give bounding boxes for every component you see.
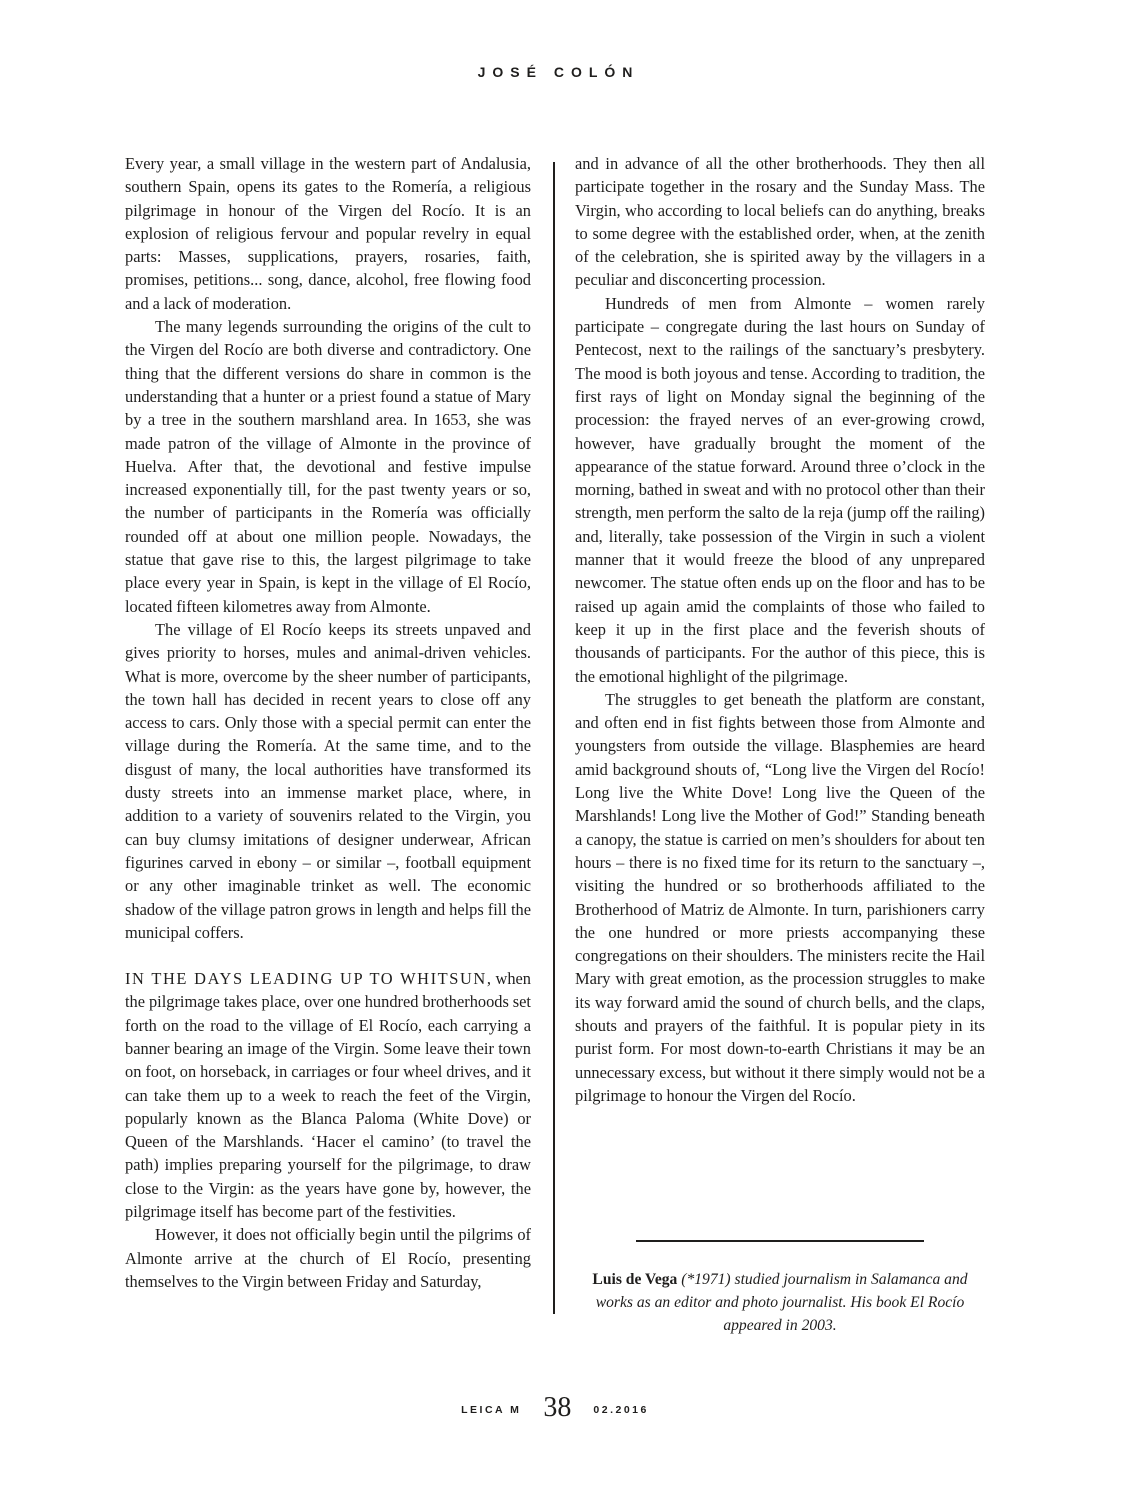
paragraph: However, it does not officially begin until the pilgrims of Almonte arrive at the church of El Rocío, presenting themselves to the Virgin between Friday and Saturday, (125, 1225, 531, 1291)
paragraph: Every year, a small village in the western part of Andalusia, southern Spain, opens its gates to the Romería, a religious pilgrimage in honour of the Virgen del Rocío. It is an explosion of religious fervour and popular revelry in equal parts: Masses, supplications, prayers, rosaries, faith, promises, petitions... song, dance, alcohol, free flowing food and a lack of moderation. (125, 154, 531, 313)
paragraph-text: , when the pilgrimage takes place, over one hundred brotherhoods set forth on the road to the village of El Rocío, each carrying a banner bearing an image of the Virgin. Some leave their town on foot, on horseback, in carriages or four wheel drives, and it can take them up to a week to reach the feet of the Virgin, popularly known as the Blanca Paloma (White Dove) or Queen of the Marshlands. ‘Hacer el camino’ (to travel the path) implies preparing yourself for the pilgrimage, to draw close to the Virgin: as the years have gone by, however, the pilgrimage itself has become part of the festivities. (125, 969, 532, 1222)
paragraph: The many legends surrounding the origins of the cult to the Virgen del Rocío are both diverse and contradictory. One thing that the different versions do share in common is the understanding that a hunter or a priest found a statue of Mary by a tree in the southern marshland area. In 1653, she was made patron of the village of Almonte in the province of Huelva. After that, the devotional and festive impulse increased exponentially till, for the past twenty years or so, the number of participants in the Romería was officially rounded off at about one million people. Nowadays, the statue that gave rise to this, the largest pilgrimage to take place every year in Spain, is kept in the village of El Rocío, located fifteen kilometres away from Almonte. (125, 317, 531, 616)
bio-rule (636, 1240, 924, 1242)
paragraph-section-start (125, 967, 531, 1223)
bio-description: (*1971) studied journalism in Salamanca and works as an editor and photo journalist. His book El Rocío appeared in 2003. (595, 1271, 968, 1334)
issue-date: 02.2016 (593, 1404, 649, 1416)
paragraph: Hundreds of men from Almonte – women rarely participate – congregate during the last hours on Sunday of Pentecost, next to the railings of the sanctuary’s presbytery. The mood is both joyous and tense. According to tradition, the first rays of light on Monday signal the beginning of the procession: the frayed nerves of an ever-growing crowd, however, have gradually brought the moment of the appearance of the statue forward. Around three o’clock in the morning, bathed in sweat and with no protocol other than their strength, men perform the salto de la reja (jump off the railing) and, literally, take possession of the Virgin in such a violent manner that it would freeze the blood of any unprepared newcomer. The statue often ends up on the floor and has to be raised up again amid the complaints of those who failed to keep it up in the first place and the feverish shouts of thousands of participants. For the author of this piece, this is the emotional highlight of the pilgrimage. (575, 293, 985, 686)
page-number: 38 (543, 1392, 572, 1423)
column-right (575, 152, 985, 1293)
author-name: JOSÉ COLÓN (477, 64, 640, 80)
page-footer (125, 1392, 985, 1424)
magazine-name: LEICA M (461, 1404, 522, 1416)
section-lead: IN THE DAYS LEADING UP TO WHITSUN (125, 969, 487, 989)
paragraph: The struggles to get beneath the platform are constant, and often end in fist fights between those from Almonte and youngsters from outside the village. Blasphemies are heard amid background shouts of, “Long live the Virgen del Rocío! Long live the White Dove! Long live the Queen of the Marshlands! Long live the Mother of God!” Standing beneath a canopy, the statue is carried on men’s shoulders for about ten hours – there is no fixed time for its return to the sanctuary –, visiting the hundred or so brotherhoods affiliated to the Brotherhood of Matriz de Almonte. In turn, parishioners carry the one hundred or more priests accompanying these congregations on their shoulders. The ministers recite the Hail Mary with great emotion, as the procession struggles to make its way forward amid the sound of church bells, and the claps, shouts and prayers of the faithful. It is popular piety in its purist form. For most down-to-earth Christians it may be an unnecessary excess, but without it there simply would not be a pilgrimage to honour the Virgen del Rocío. (575, 689, 985, 1105)
column-left (125, 152, 531, 1293)
paragraph: The village of El Rocío keeps its streets unpaved and gives priority to horses, mules and animal-driven vehicles. What is more, overcome by the sheer number of participants, the town hall has decided in recent years to close off any access to cars. Only those with a special permit can enter the village during the Romería. At the same time, and to the disgust of many, the local authorities have transformed its dusty streets into an immense market place, where, in addition to a variety of souvenirs related to the Virgin, you can buy clumsy imitations of designer underwear, African figurines carved in ebony – or similar –, football equipment or any other imaginable trinket as well. The economic shadow of the village patron grows in length and helps fill the municipal coffers. (125, 619, 531, 942)
bio-author-name: Luis de Vega (592, 1271, 678, 1288)
bio-text (575, 1268, 985, 1337)
author-bio (575, 1240, 985, 1337)
paragraph: and in advance of all the other brotherhoods. They then all participate together in the rosary and the Sunday Mass. The Virgin, who according to local beliefs can do anything, breaks to some degree with the established order, when, at the zenith of the celebration, she is spirited away by the villagers in a peculiar and disconcerting procession. (575, 154, 985, 290)
article-columns (125, 152, 985, 1293)
